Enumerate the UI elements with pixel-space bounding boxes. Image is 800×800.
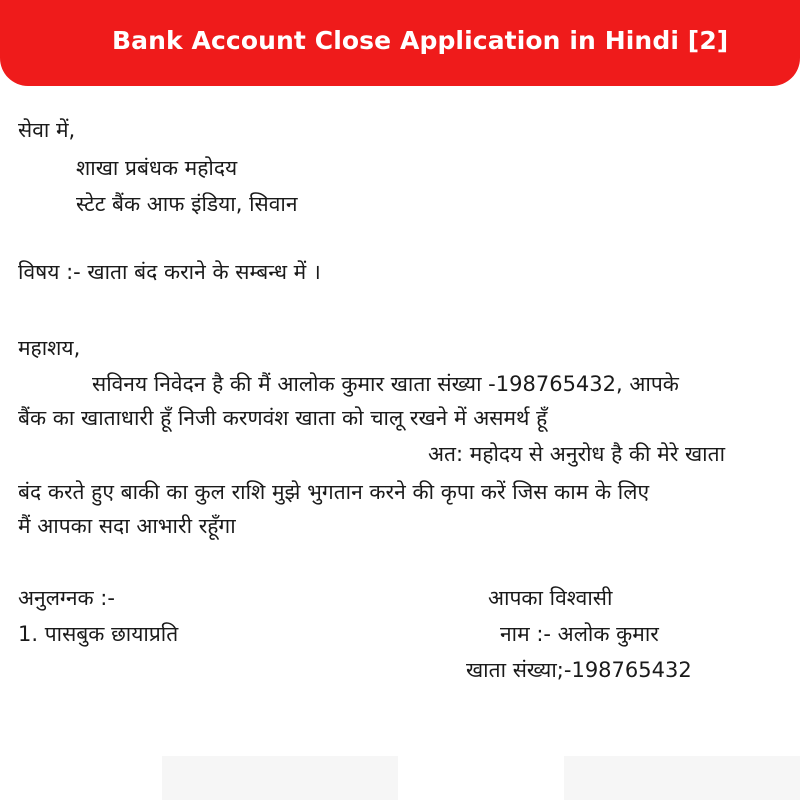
closing-text: आपका विश्वासी	[488, 586, 613, 610]
body-line: सविनय निवेदन है की मैं आलोक कुमार खाता संख्या -198765432, आपके	[92, 372, 679, 396]
body-line: बैंक का खाताधारी हूँ निजी करणवंश खाता को चालू रखने में असमर्थ हूँ	[18, 406, 548, 430]
greeting: महाशय,	[18, 336, 81, 360]
recipient-bank: स्टेट बैंक आफ इंडिया, सिवान	[76, 192, 298, 216]
body-line: मैं आपका सदा आभारी रहूँगा	[18, 514, 236, 538]
body-line: अत: महोदय से अनुरोध है की मेरे खाता	[428, 442, 726, 466]
bottom-shade	[162, 756, 398, 800]
subject-line: विषय :- खाता बंद कराने के सम्बन्ध में ।	[18, 260, 321, 284]
body-line: बंद करते हुए बाकी का कुल राशि मुझे भुगतान करने की कृपा करें जिस काम के लिए	[18, 480, 650, 504]
sender-name: नाम :- अलोक कुमार	[500, 622, 659, 646]
recipient-title: शाखा प्रबंधक महोदय	[76, 156, 238, 180]
title-banner	[0, 0, 800, 86]
sender-account-number: खाता संख्या;-198765432	[466, 658, 692, 682]
attachment-label: अनुलग्नक :-	[18, 586, 115, 610]
bottom-shade	[564, 756, 800, 800]
attachment-item: 1. पासबुक छायाप्रति	[18, 622, 179, 646]
salutation-to: सेवा में,	[18, 118, 76, 142]
page-title: Bank Account Close Application in Hindi [2]	[112, 26, 729, 55]
